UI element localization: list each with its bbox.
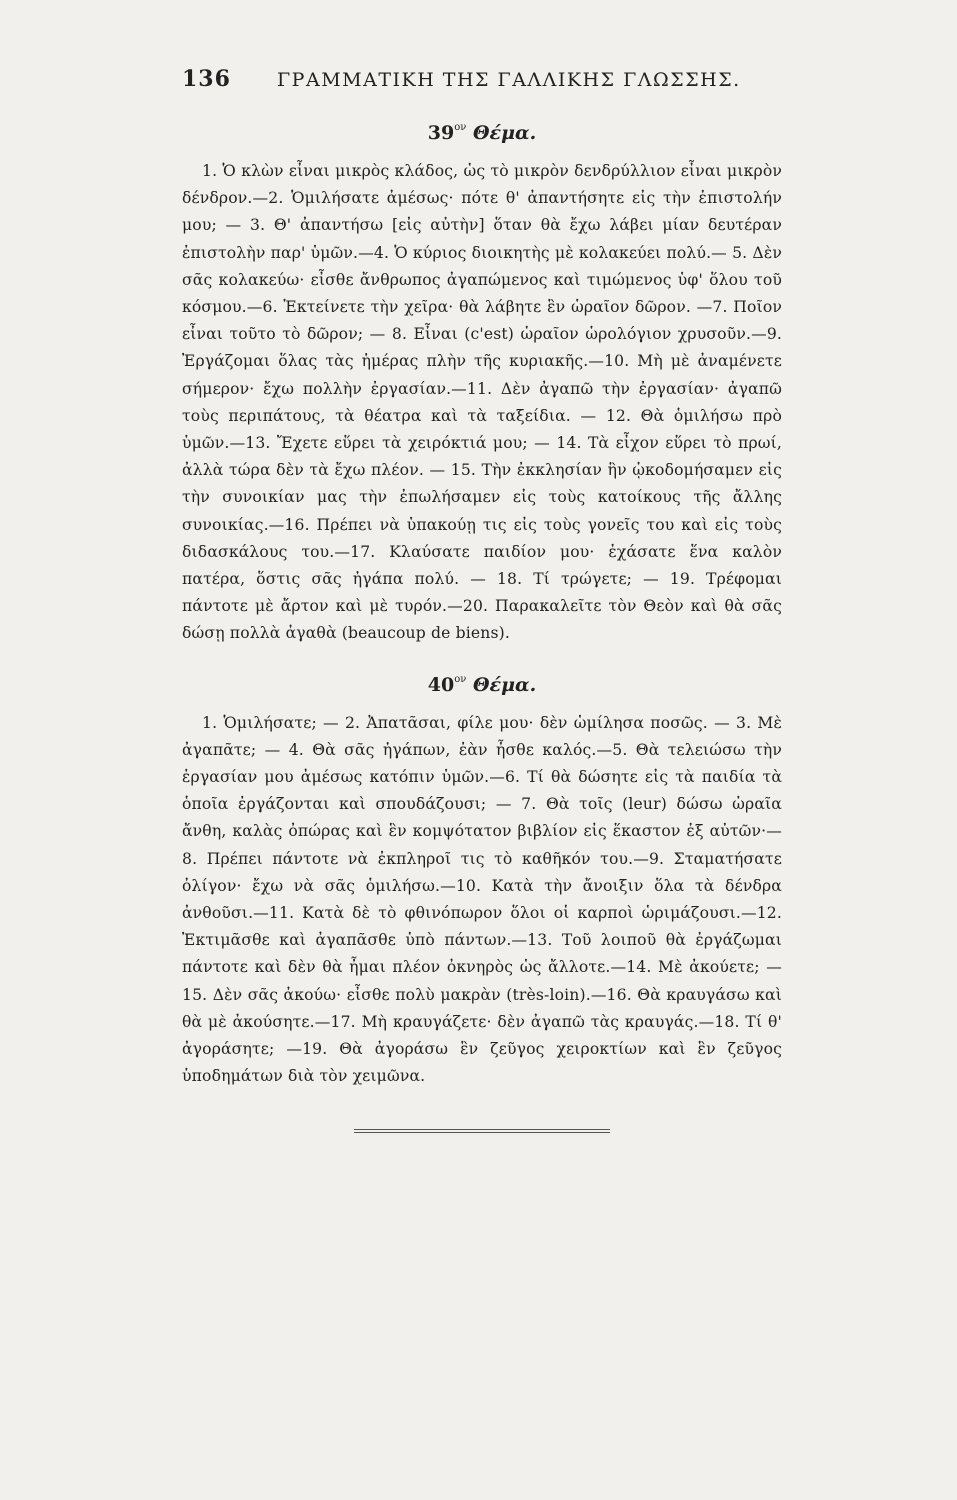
theme-39-number: 39 <box>427 122 455 144</box>
theme-40-text: 1. Ὁμιλήσατε; — 2. Ἀπατᾶσαι, φίλε μου· δὲν ὡμίλησα ποσῶς. — 3. Μὲ ἀγαπᾶτε; — 4. Θὰ σᾶς ἠγάπων, ἐὰν ἦσθε καλός.—5. Θὰ τελειώσω τὴν ἐργασίαν μου ἀμέσως κατόπιν ὑμῶν.—6. Τί θὰ δώσητε εἰς τὰ παιδία τὰ ὁποῖα ἐργάζονται καὶ σπουδάζουσι; — 7. Θὰ τοῖς (leur) δώσω ὡραῖα ἄνθη, καλὰς ὀπώρας καὶ ἓν κομψότατον βιβλίον εἰς ἕκαστον ἐξ αὐτῶν·— 8. Πρέπει πάντοτε νὰ ἐκπληροῖ τις τὸ καθῆκόν του.—9. Σταματήσατε ὀλίγον· ἔχω νὰ σᾶς ὁμιλήσω.—10. Κατὰ τὴν ἄνοιξιν ὅλα τὰ δένδρα ἀνθοῦσι.—11. Κατὰ δὲ τὸ φθινόπωρον ὅλοι οἱ καρποὶ ὡριμάζουσι.—12. Ἐκτιμᾶσθε καὶ ἀγαπᾶσθε ὑπὸ πάντων.—13. Τοῦ λοιποῦ θὰ ἐργάζωμαι πάντοτε καὶ δὲν θὰ ἦμαι πλέον ὀκνηρὸς ὡς ἄλλοτε.—14. Μὲ ἀκούετε; — 15. Δὲν σᾶς ἀκούω· εἶσθε πολὺ μακρὰν (très-loin).—16. Θὰ κραυγάσω καὶ θὰ μὲ ἀκούσητε.—17. Μὴ κραυγάζετε· δὲν ἀγαπῶ τὰς κραυγάς.—18. Τί θ' ἀγοράσητε; —19. Θὰ ἀγοράσω ἓν ζεῦγος χειροκτίων καὶ ἓν ζεῦγος ὑποδημάτων διὰ τὸν χειμῶνα. <box>182 713 782 1086</box>
page-header <box>182 66 782 92</box>
theme-39-word: Θέμα. <box>472 122 537 144</box>
theme-40-number: 40 <box>427 673 455 696</box>
theme-39-text: 1. Ὁ κλὼν εἶναι μικρὸς κλάδος, ὡς τὸ μικρὸν δενδρύλλιον εἶναι μικρὸν δένδρον.—2. Ὁμιλήσατε ἀμέσως· πότε θ' ἀπαντήσητε εἰς τὴν ἐπιστολήν μου; — 3. Θ' ἀπαντήσω [εἰς αὐτὴν] ὅταν θὰ ἔχω λάβει μίαν δευτέραν ἐπιστολὴν παρ' ὑμῶν.—4. Ὁ κύριος διοικητὴς μὲ κολακεύει πολύ.— 5. Δὲν σᾶς κολακεύω· εἶσθε ἄνθρωπος ἀγαπώμενος καὶ τιμώμενος ὑφ' ὅλου τοῦ κόσμου.—6. Ἐκτείνετε τὴν χεῖρα· θὰ λάβητε ἓν ὡραῖον δῶρον. —7. Ποῖον εἶναι τοῦτο τὸ δῶρον; — 8. Εἶναι (c'est) ὡραῖον ὡρολόγιον χρυσοῦν.—9. Ἐργάζομαι ὅλας τὰς ἡμέρας πλὴν τῆς κυριακῆς.—10. Μὴ μὲ ἀναμένετε σήμερον· ἔχω πολλὴν ἐργασίαν.—11. Δὲν ἀγαπῶ τὴν ἐργασίαν· ἀγαπῶ τοὺς περιπάτους, τὰ θέατρα καὶ τὰ ταξείδια. — 12. Θὰ ὁμιλήσω πρὸ ὑμῶν.—13. Ἔχετε εὕρει τὰ χειρόκτιά μου; — 14. Τὰ εἶχον εὕρει τὸ πρωί, ἀλλὰ τώρα δὲν τὰ ἔχω πλέον. — 15. Τὴν ἐκκλησίαν ἣν ᾠκοδομήσαμεν εἰς τὴν συνοικίαν μας τὴν ἐπωλήσαμεν εἰς τοὺς κατοίκους τῆς ἄλλης συνοικίας.—16. Πρέπει νὰ ὑπακούῃ τις εἰς τοὺς γονεῖς του καὶ εἰς τοὺς διδασκάλους του.—17. Κλαύσατε παιδίον μου· ἐχάσατε ἕνα καλὸν πατέρα, ὅστις σᾶς ἠγάπα πολύ. — 18. Τί τρώγετε; — 19. Τρέφομαι πάντοτε μὲ ἄρτον καὶ μὲ τυρόν.—20. Παρακαλεῖτε τὸν Θεὸν καὶ θὰ σᾶς δώσῃ πολλὰ ἀγαθὰ (beaucoup de biens). <box>182 162 782 643</box>
running-title: ΓΡΑΜΜΑΤΙΚΗ ΤΗΣ ΓΑΛΛΙΚΗΣ ΓΛΩΣΣΗΣ. <box>277 69 741 91</box>
theme-40-section <box>182 674 782 1091</box>
theme-40-heading <box>182 674 782 696</box>
theme-39-suffix: ον <box>454 122 467 133</box>
theme-40-word: Θέμα. <box>472 673 537 696</box>
section-gap <box>182 648 782 674</box>
end-rule-divider <box>354 1129 610 1133</box>
theme-39-section <box>182 122 782 648</box>
theme-40-suffix: ον <box>454 673 467 685</box>
theme-39-heading <box>182 122 782 144</box>
page-number: 136 <box>182 66 231 92</box>
book-page <box>182 66 782 1133</box>
